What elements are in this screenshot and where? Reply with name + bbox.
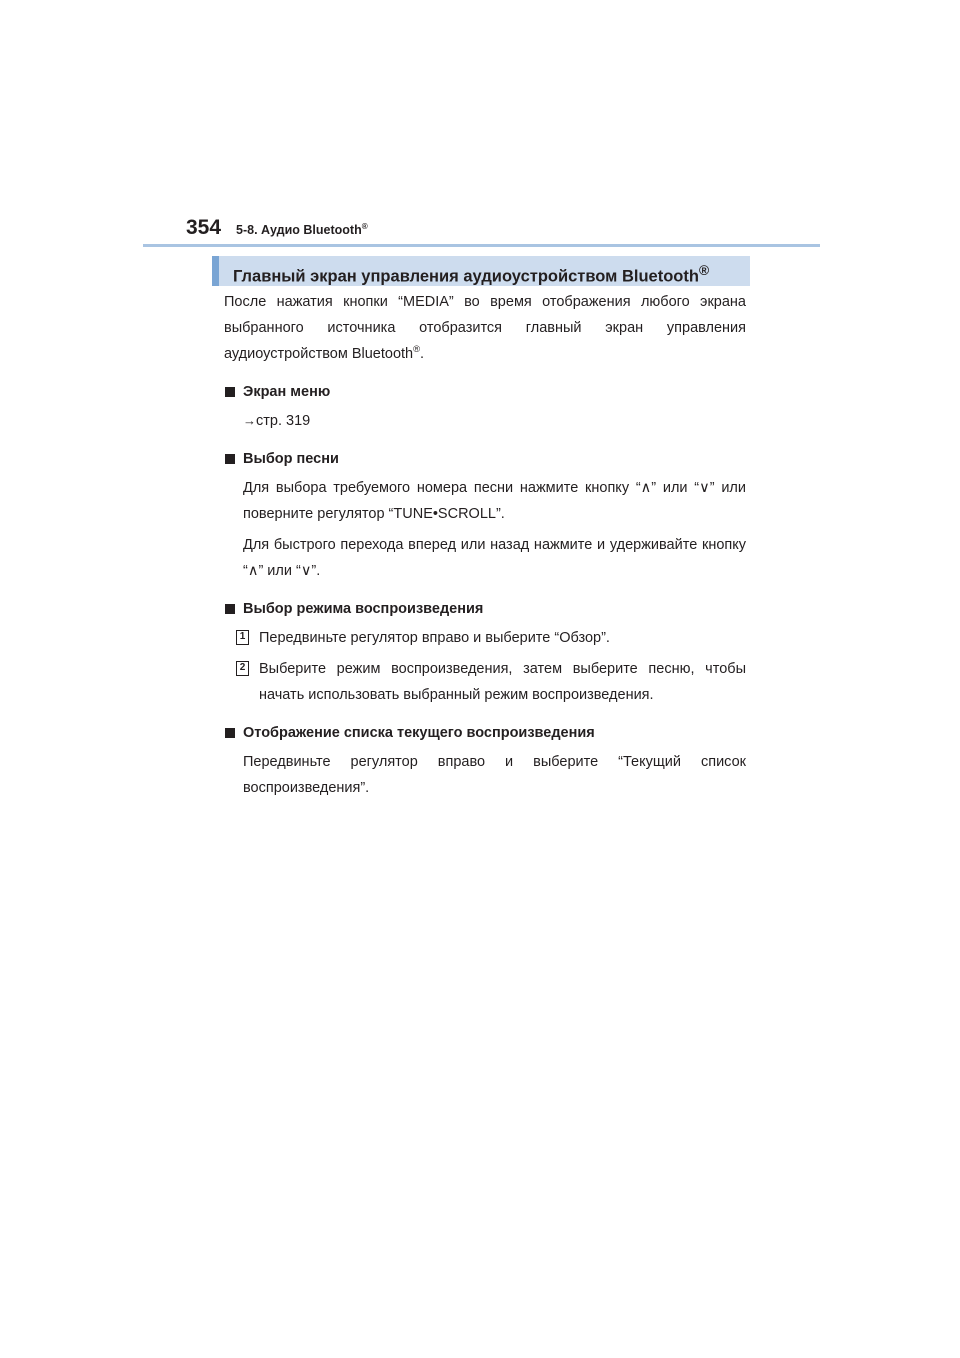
subheading-text: Выбор песни <box>243 451 339 467</box>
page-content <box>224 289 746 801</box>
registered-mark: ® <box>698 263 710 278</box>
song-paragraph-1: Для выбора требуемого номера песни нажмите кнопку “∧” или “∨” или поверните регулятор “TUNE•SCROLL”. <box>243 480 746 522</box>
registered-mark: ® <box>361 221 368 231</box>
subheading-playback-mode <box>224 596 746 622</box>
intro-paragraph <box>224 289 746 367</box>
section-title-bar <box>212 256 750 286</box>
step-number-box: 1 <box>236 630 249 645</box>
playlist-paragraph: Передвиньте регулятор вправо и выберите “Текущий список воспроизведения”. <box>243 754 746 796</box>
section-reference <box>236 222 368 238</box>
square-bullet-icon <box>225 387 235 397</box>
song-paragraph-2: Для быстрого перехода вперед или назад нажмите и удерживайте кнопку “∧” или “∨”. <box>243 537 746 579</box>
step-text: Передвиньте регулятор вправо и выберите “Обзор”. <box>259 630 610 646</box>
registered-mark: ® <box>413 343 421 355</box>
subheading-current-playlist <box>224 720 746 746</box>
section-title-text: Главный экран управления аудиоустройством Bluetooth <box>233 267 699 286</box>
step-2 <box>224 656 746 708</box>
square-bullet-icon <box>225 454 235 464</box>
step-1 <box>224 625 746 651</box>
subheading-text: Выбор режима воспроизведения <box>243 601 484 617</box>
intro-end: . <box>420 346 425 362</box>
header-divider <box>143 244 820 247</box>
subheading-text: Отображение списка текущего воспроизведения <box>243 725 595 741</box>
step-number-box: 2 <box>236 661 249 676</box>
intro-text: После нажатия кнопки “MEDIA” во время отображения любого экрана выбранного источника отобразится главный экран управления аудиоустройством Bluetooth <box>224 294 746 362</box>
subheading-menu-screen <box>224 379 746 405</box>
subheading-song-selection <box>224 446 746 472</box>
arrow-right-icon: → <box>243 413 256 428</box>
step-text: Выберите режим воспроизведения, затем выберите песню, чтобы начать использовать выбранный режим воспроизведения. <box>259 661 746 703</box>
page-reference-text: стр. 319 <box>256 413 311 429</box>
square-bullet-icon <box>225 728 235 738</box>
page-reference[interactable] <box>243 408 746 434</box>
page-number: 354 <box>186 216 222 239</box>
square-bullet-icon <box>225 604 235 614</box>
subheading-text: Экран меню <box>243 384 331 400</box>
section-reference-text: 5-8. Аудио Bluetooth <box>236 223 362 237</box>
section-title <box>233 261 709 287</box>
